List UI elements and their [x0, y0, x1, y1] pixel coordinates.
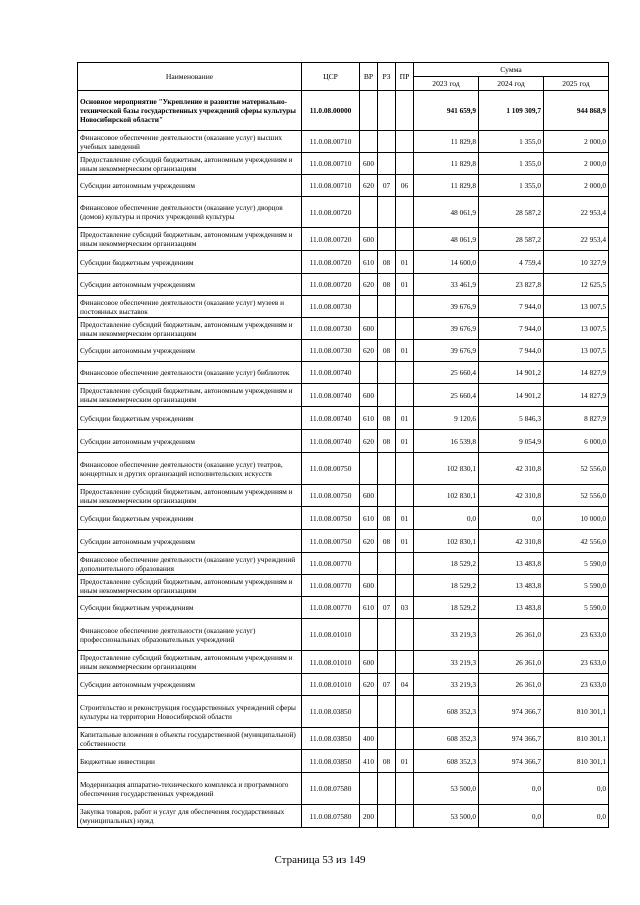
row-pr-cell [396, 91, 414, 131]
row-pr-cell [396, 728, 414, 750]
row-csr-cell: 11.0.08.00720 [302, 251, 360, 274]
row-2025-cell: 2 000,0 [544, 175, 609, 197]
row-vr-cell: 620 [360, 175, 378, 197]
row-2023-cell: 0,0 [414, 507, 479, 530]
row-name-cell: Субсидии автономным учреждениям [78, 530, 302, 553]
row-2025-cell: 5 590,0 [544, 575, 609, 597]
row-csr-cell: 11.0.08.03850 [302, 750, 360, 773]
row-rz-cell: 07 [378, 597, 396, 619]
row-2024-cell: 23 827,8 [479, 274, 544, 296]
row-2023-cell: 25 660,4 [414, 384, 479, 407]
row-rz-cell [378, 619, 396, 651]
table-row [78, 696, 609, 728]
row-pr-cell [396, 197, 414, 228]
row-vr-cell [360, 696, 378, 728]
row-2023-cell: 33 461,9 [414, 274, 479, 296]
row-name-cell: Финансовое обеспечение деятельности (оказание услуг) театров, концертных и других организаций исполнительских искусств [78, 453, 302, 485]
row-2025-cell: 0,0 [544, 805, 609, 828]
row-pr-cell [396, 805, 414, 828]
row-2023-cell: 48 061,9 [414, 197, 479, 228]
row-pr-cell: 06 [396, 175, 414, 197]
table-row [78, 197, 609, 228]
row-2024-cell: 28 587,2 [479, 228, 544, 251]
row-vr-cell: 610 [360, 407, 378, 430]
row-2024-cell: 7 944,0 [479, 296, 544, 318]
row-vr-cell: 600 [360, 575, 378, 597]
row-pr-cell [396, 651, 414, 674]
row-pr-cell: 01 [396, 340, 414, 362]
row-rz-cell: 08 [378, 507, 396, 530]
row-pr-cell: 04 [396, 674, 414, 696]
row-pr-cell [396, 362, 414, 384]
row-pr-cell [396, 228, 414, 251]
row-pr-cell [396, 485, 414, 507]
row-vr-cell: 400 [360, 728, 378, 750]
row-csr-cell: 11.0.08.07580 [302, 805, 360, 828]
row-rz-cell: 08 [378, 530, 396, 553]
row-2023-cell: 941 659,9 [414, 91, 479, 131]
row-csr-cell: 11.0.08.01010 [302, 674, 360, 696]
row-2023-cell: 608 352,3 [414, 696, 479, 728]
row-2025-cell: 2 000,0 [544, 153, 609, 175]
row-2024-cell: 42 310,8 [479, 485, 544, 507]
row-csr-cell: 11.0.08.00710 [302, 153, 360, 175]
row-2024-cell: 1 355,0 [479, 175, 544, 197]
row-csr-cell: 11.0.08.00770 [302, 597, 360, 619]
row-csr-cell: 11.0.08.00730 [302, 296, 360, 318]
table-row [78, 91, 609, 131]
row-2024-cell: 42 310,8 [479, 530, 544, 553]
row-pr-cell [396, 384, 414, 407]
row-name-cell: Предоставление субсидий бюджетным, автономным учреждениям и иным некоммерческим организациям [78, 575, 302, 597]
row-name-cell: Финансовое обеспечение деятельности (оказание услуг) библиотек [78, 362, 302, 384]
row-vr-cell: 410 [360, 750, 378, 773]
row-pr-cell [396, 318, 414, 340]
row-2025-cell: 13 007,5 [544, 296, 609, 318]
row-2023-cell: 102 830,1 [414, 453, 479, 485]
table-row [78, 530, 609, 553]
row-pr-cell [396, 453, 414, 485]
row-2024-cell: 1 109 309,7 [479, 91, 544, 131]
row-csr-cell: 11.0.08.00750 [302, 485, 360, 507]
row-2023-cell: 102 830,1 [414, 530, 479, 553]
row-name-cell: Предоставление субсидий бюджетным, автономным учреждениям и иным некоммерческим организациям [78, 228, 302, 251]
row-csr-cell: 11.0.08.03850 [302, 696, 360, 728]
row-rz-cell: 08 [378, 750, 396, 773]
row-csr-cell: 11.0.08.00720 [302, 197, 360, 228]
row-name-cell: Субсидии автономным учреждениям [78, 175, 302, 197]
table-row [78, 651, 609, 674]
table-row [78, 485, 609, 507]
row-name-cell: Субсидии автономным учреждениям [78, 274, 302, 296]
row-csr-cell: 11.0.08.00730 [302, 340, 360, 362]
row-csr-cell: 11.0.08.03850 [302, 728, 360, 750]
row-name-cell: Субсидии автономным учреждениям [78, 674, 302, 696]
row-vr-cell [360, 91, 378, 131]
row-2025-cell: 14 827,9 [544, 362, 609, 384]
row-2024-cell: 0,0 [479, 773, 544, 805]
row-2025-cell: 22 953,4 [544, 197, 609, 228]
table-row [78, 619, 609, 651]
row-rz-cell: 07 [378, 674, 396, 696]
table-row [78, 362, 609, 384]
row-2023-cell: 18 529,2 [414, 597, 479, 619]
row-csr-cell: 11.0.08.01010 [302, 619, 360, 651]
row-name-cell: Строительство и реконструкция государственных учреждений сферы культуры на территории Новосибирской области [78, 696, 302, 728]
row-2024-cell: 974 366,7 [479, 728, 544, 750]
row-rz-cell [378, 651, 396, 674]
row-name-cell: Финансовое обеспечение деятельности (оказание услуг) музеев и постоянных выставок [78, 296, 302, 318]
row-vr-cell: 600 [360, 228, 378, 251]
table-row [78, 318, 609, 340]
row-name-cell: Предоставление субсидий бюджетным, автономным учреждениям и иным некоммерческим организациям [78, 485, 302, 507]
row-2023-cell: 53 500,0 [414, 805, 479, 828]
row-2024-cell: 14 901,2 [479, 384, 544, 407]
row-2023-cell: 39 676,9 [414, 296, 479, 318]
table-row [78, 728, 609, 750]
table-row [78, 153, 609, 175]
row-rz-cell [378, 197, 396, 228]
row-rz-cell [378, 553, 396, 575]
col-csr-header: ЦСР [302, 63, 360, 91]
row-vr-cell: 620 [360, 530, 378, 553]
row-pr-cell: 01 [396, 530, 414, 553]
row-vr-cell [360, 553, 378, 575]
table-row [78, 507, 609, 530]
table-row [78, 228, 609, 251]
row-pr-cell: 01 [396, 750, 414, 773]
row-pr-cell: 01 [396, 251, 414, 274]
row-2023-cell: 11 829,8 [414, 175, 479, 197]
row-rz-cell [378, 696, 396, 728]
row-rz-cell: 08 [378, 340, 396, 362]
row-csr-cell: 11.0.08.00730 [302, 318, 360, 340]
row-name-cell: Основное мероприятие "Укрепление и развитие материально-технической базы государственных учреждений сферы культуры Новосибирской области" [78, 91, 302, 131]
row-csr-cell: 11.0.08.00720 [302, 228, 360, 251]
row-pr-cell [396, 696, 414, 728]
row-vr-cell: 200 [360, 805, 378, 828]
row-rz-cell [378, 728, 396, 750]
col-vr-header: ВР [360, 63, 378, 91]
row-rz-cell [378, 575, 396, 597]
row-rz-cell [378, 318, 396, 340]
row-csr-cell: 11.0.08.00710 [302, 131, 360, 153]
row-2025-cell: 10 000,0 [544, 507, 609, 530]
row-vr-cell [360, 197, 378, 228]
row-pr-cell: 03 [396, 597, 414, 619]
row-csr-cell: 11.0.08.00750 [302, 453, 360, 485]
row-rz-cell: 08 [378, 251, 396, 274]
row-2025-cell: 23 633,0 [544, 674, 609, 696]
row-vr-cell: 600 [360, 651, 378, 674]
col-year-2023-header: 2023 год [414, 77, 479, 91]
row-name-cell: Предоставление субсидий бюджетным, автономным учреждениям и иным некоммерческим организациям [78, 318, 302, 340]
row-2024-cell: 14 901,2 [479, 362, 544, 384]
row-2025-cell: 42 556,0 [544, 530, 609, 553]
row-name-cell: Финансовое обеспечение деятельности (оказание услуг) профессиональных образовательных учреждений [78, 619, 302, 651]
row-rz-cell: 07 [378, 175, 396, 197]
table-row [78, 175, 609, 197]
row-2023-cell: 9 120,6 [414, 407, 479, 430]
row-2025-cell: 810 301,1 [544, 750, 609, 773]
table-row [78, 251, 609, 274]
row-2025-cell: 10 327,9 [544, 251, 609, 274]
table-row [78, 773, 609, 805]
row-name-cell: Субсидии бюджетным учреждениям [78, 597, 302, 619]
row-rz-cell [378, 296, 396, 318]
row-csr-cell: 11.0.08.00740 [302, 407, 360, 430]
row-rz-cell: 08 [378, 274, 396, 296]
table-header [78, 63, 609, 91]
row-2023-cell: 608 352,3 [414, 750, 479, 773]
row-2025-cell: 8 827,9 [544, 407, 609, 430]
row-2025-cell: 6 000,0 [544, 430, 609, 453]
row-vr-cell: 610 [360, 597, 378, 619]
row-2025-cell: 944 868,9 [544, 91, 609, 131]
row-2024-cell: 974 366,7 [479, 750, 544, 773]
row-vr-cell: 620 [360, 674, 378, 696]
row-rz-cell [378, 362, 396, 384]
row-vr-cell [360, 362, 378, 384]
row-2023-cell: 53 500,0 [414, 773, 479, 805]
row-csr-cell: 11.0.08.00750 [302, 507, 360, 530]
table-row [78, 407, 609, 430]
row-2025-cell: 13 007,5 [544, 318, 609, 340]
row-csr-cell: 11.0.08.07580 [302, 773, 360, 805]
row-pr-cell [396, 131, 414, 153]
row-csr-cell: 11.0.08.00720 [302, 274, 360, 296]
table-row [78, 575, 609, 597]
row-vr-cell: 600 [360, 384, 378, 407]
row-pr-cell [396, 296, 414, 318]
row-name-cell: Финансовое обеспечение деятельности (оказание услуг) высших учебных заведений [78, 131, 302, 153]
row-2024-cell: 26 361,0 [479, 674, 544, 696]
row-2023-cell: 33 219,3 [414, 674, 479, 696]
row-2025-cell: 23 633,0 [544, 619, 609, 651]
row-rz-cell [378, 228, 396, 251]
row-rz-cell [378, 805, 396, 828]
row-2024-cell: 974 366,7 [479, 696, 544, 728]
row-csr-cell: 11.0.08.00740 [302, 430, 360, 453]
row-2023-cell: 48 061,9 [414, 228, 479, 251]
row-rz-cell [378, 453, 396, 485]
row-vr-cell: 620 [360, 340, 378, 362]
row-name-cell: Субсидии бюджетным учреждениям [78, 407, 302, 430]
row-rz-cell [378, 153, 396, 175]
row-pr-cell [396, 153, 414, 175]
table-row [78, 453, 609, 485]
row-2025-cell: 2 000,0 [544, 131, 609, 153]
row-2023-cell: 33 219,3 [414, 651, 479, 674]
row-2025-cell: 12 625,5 [544, 274, 609, 296]
row-pr-cell [396, 773, 414, 805]
row-2025-cell: 52 556,0 [544, 485, 609, 507]
col-sum-header: Сумма [414, 63, 609, 77]
row-vr-cell [360, 453, 378, 485]
row-2025-cell: 810 301,1 [544, 728, 609, 750]
row-2023-cell: 18 529,2 [414, 553, 479, 575]
row-2025-cell: 23 633,0 [544, 651, 609, 674]
row-2023-cell: 11 829,8 [414, 131, 479, 153]
row-pr-cell: 01 [396, 274, 414, 296]
table-row [78, 597, 609, 619]
row-2024-cell: 7 944,0 [479, 318, 544, 340]
row-2024-cell: 28 587,2 [479, 197, 544, 228]
table-body [78, 91, 609, 828]
table-row [78, 805, 609, 828]
row-2024-cell: 0,0 [479, 805, 544, 828]
row-2025-cell: 5 590,0 [544, 553, 609, 575]
row-pr-cell [396, 575, 414, 597]
row-name-cell: Предоставление субсидий бюджетным, автономным учреждениям и иным некоммерческим организациям [78, 651, 302, 674]
row-vr-cell: 600 [360, 153, 378, 175]
row-pr-cell: 01 [396, 430, 414, 453]
row-2024-cell: 13 483,8 [479, 553, 544, 575]
row-2025-cell: 5 590,0 [544, 597, 609, 619]
row-2023-cell: 11 829,8 [414, 153, 479, 175]
row-2024-cell: 4 759,4 [479, 251, 544, 274]
row-vr-cell [360, 131, 378, 153]
table-row [78, 384, 609, 407]
row-csr-cell: 11.0.08.00740 [302, 362, 360, 384]
row-pr-cell: 01 [396, 507, 414, 530]
page-number: Страница 53 из 149 [274, 854, 366, 866]
col-year-2025-header: 2025 год [544, 77, 609, 91]
row-pr-cell [396, 553, 414, 575]
row-2025-cell: 52 556,0 [544, 453, 609, 485]
row-rz-cell [378, 384, 396, 407]
row-name-cell: Финансовое обеспечение деятельности (оказание услуг) учреждений дополнительного образования [78, 553, 302, 575]
row-2023-cell: 16 539,8 [414, 430, 479, 453]
table-row [78, 296, 609, 318]
row-2024-cell: 5 846,3 [479, 407, 544, 430]
row-2024-cell: 0,0 [479, 507, 544, 530]
row-name-cell: Бюджетные инвестиции [78, 750, 302, 773]
row-name-cell: Субсидии бюджетным учреждениям [78, 251, 302, 274]
col-name-header: Наименование [78, 63, 302, 91]
row-2023-cell: 102 830,1 [414, 485, 479, 507]
row-rz-cell [378, 773, 396, 805]
row-vr-cell: 610 [360, 251, 378, 274]
col-rz-header: РЗ [378, 63, 396, 91]
row-rz-cell: 08 [378, 430, 396, 453]
row-vr-cell: 600 [360, 318, 378, 340]
row-csr-cell: 11.0.08.00710 [302, 175, 360, 197]
row-2023-cell: 14 600,0 [414, 251, 479, 274]
row-name-cell: Субсидии автономным учреждениям [78, 340, 302, 362]
table-row [78, 750, 609, 773]
row-name-cell: Субсидии автономным учреждениям [78, 430, 302, 453]
row-2025-cell: 0,0 [544, 773, 609, 805]
row-pr-cell: 01 [396, 407, 414, 430]
row-2024-cell: 1 355,0 [479, 153, 544, 175]
row-pr-cell [396, 619, 414, 651]
row-csr-cell: 11.0.08.00000 [302, 91, 360, 131]
row-2024-cell: 13 483,8 [479, 597, 544, 619]
table-row [78, 274, 609, 296]
row-2024-cell: 26 361,0 [479, 619, 544, 651]
row-2024-cell: 13 483,8 [479, 575, 544, 597]
col-year-2024-header: 2024 год [479, 77, 544, 91]
row-vr-cell: 620 [360, 430, 378, 453]
row-name-cell: Субсидии бюджетным учреждениям [78, 507, 302, 530]
row-name-cell: Модернизация аппаратно-технического комплекса и программного обеспечения государственных учреждений [78, 773, 302, 805]
row-2025-cell: 810 301,1 [544, 696, 609, 728]
row-name-cell: Финансовое обеспечение деятельности (оказание услуг) дворцов (домов) культуры и прочих учреждений культуры [78, 197, 302, 228]
row-rz-cell [378, 91, 396, 131]
row-2023-cell: 25 660,4 [414, 362, 479, 384]
row-rz-cell: 08 [378, 407, 396, 430]
row-vr-cell: 610 [360, 507, 378, 530]
table-row [78, 340, 609, 362]
table-row [78, 553, 609, 575]
row-csr-cell: 11.0.08.00750 [302, 530, 360, 553]
row-csr-cell: 11.0.08.01010 [302, 651, 360, 674]
row-2025-cell: 13 007,5 [544, 340, 609, 362]
row-csr-cell: 11.0.08.00770 [302, 553, 360, 575]
row-2024-cell: 42 310,8 [479, 453, 544, 485]
row-vr-cell [360, 296, 378, 318]
row-2023-cell: 33 219,3 [414, 619, 479, 651]
table-row [78, 131, 609, 153]
row-2024-cell: 26 361,0 [479, 651, 544, 674]
row-name-cell: Капитальные вложения в объекты государственной (муниципальной) собственности [78, 728, 302, 750]
row-rz-cell [378, 131, 396, 153]
row-2023-cell: 39 676,9 [414, 340, 479, 362]
row-name-cell: Закупка товаров, работ и услуг для обеспечения государственных (муниципальных) нужд [78, 805, 302, 828]
row-vr-cell [360, 773, 378, 805]
budget-table [77, 62, 609, 828]
row-name-cell: Предоставление субсидий бюджетным, автономным учреждениям и иным некоммерческим организациям [78, 153, 302, 175]
row-vr-cell: 600 [360, 485, 378, 507]
table-row [78, 674, 609, 696]
row-csr-cell: 11.0.08.00770 [302, 575, 360, 597]
row-2025-cell: 22 953,4 [544, 228, 609, 251]
table-row [78, 430, 609, 453]
row-vr-cell: 620 [360, 274, 378, 296]
row-vr-cell [360, 619, 378, 651]
col-pr-header: ПР [396, 63, 414, 91]
row-2023-cell: 18 529,2 [414, 575, 479, 597]
row-2023-cell: 39 676,9 [414, 318, 479, 340]
row-2024-cell: 1 355,0 [479, 131, 544, 153]
row-rz-cell [378, 485, 396, 507]
row-2023-cell: 608 352,3 [414, 728, 479, 750]
row-2024-cell: 9 054,9 [479, 430, 544, 453]
row-csr-cell: 11.0.08.00740 [302, 384, 360, 407]
row-2025-cell: 14 827,9 [544, 384, 609, 407]
row-2024-cell: 7 944,0 [479, 340, 544, 362]
row-name-cell: Предоставление субсидий бюджетным, автономным учреждениям и иным некоммерческим организациям [78, 384, 302, 407]
